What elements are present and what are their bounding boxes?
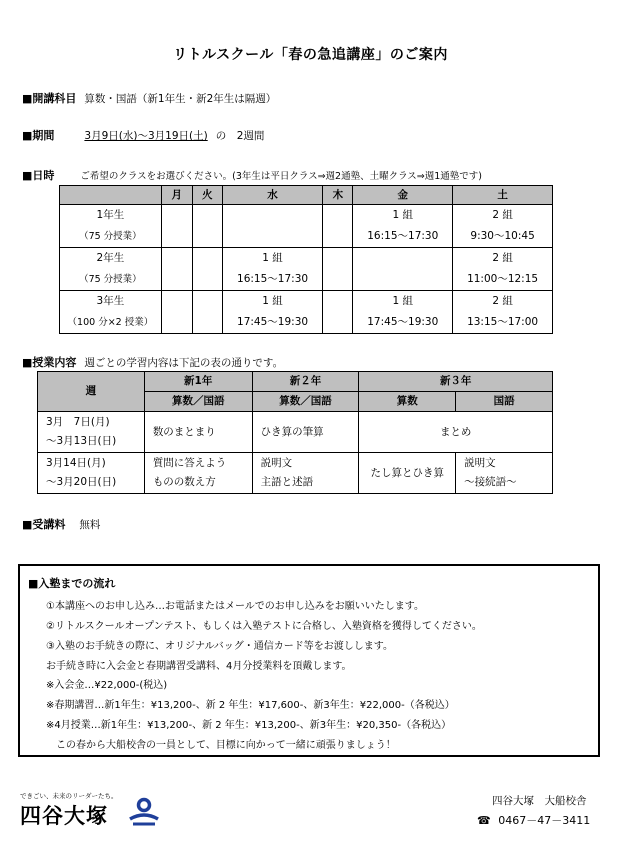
- class-cell: [192, 291, 222, 334]
- grade-note: （75 分授業）: [79, 274, 142, 285]
- cell-text-line: 1 組: [392, 209, 414, 221]
- week-row: [38, 453, 553, 494]
- cell-text-line: 3月 7日(月): [46, 416, 110, 428]
- period-heading: ■期間: [22, 129, 55, 142]
- class-cell: [222, 248, 323, 291]
- day-header: 土: [453, 186, 553, 205]
- class-cell: [161, 205, 192, 248]
- class-cell: [453, 205, 553, 248]
- class-cell: [192, 248, 222, 291]
- day-header: 木: [323, 186, 353, 205]
- subject-header: 算数／国語: [144, 392, 252, 412]
- period-dates: 3月9日(水)～3月19日(土): [84, 130, 208, 142]
- class-cell: [161, 248, 192, 291]
- subject-header: 算数／国語: [252, 392, 359, 412]
- enrollment-flow-box: [18, 564, 600, 757]
- day-header: 水: [222, 186, 323, 205]
- cell-text-line: ものの数え方: [152, 476, 216, 488]
- topic-cell: [252, 453, 359, 494]
- week-cell: [38, 453, 145, 494]
- subject-header: 算数: [359, 392, 456, 412]
- class-cell: [453, 291, 553, 334]
- grade-header: 新２年: [252, 372, 359, 392]
- cell-text-line: 11:00～12:15: [467, 273, 539, 285]
- content-text: 週ごとの学習内容は下記の表の通りです。: [84, 357, 284, 369]
- class-cell: [353, 205, 453, 248]
- cell-text-line: 1 組: [262, 295, 283, 307]
- cell-text-line: 3月14日(月): [46, 457, 106, 469]
- grade-note: （75 分授業）: [79, 231, 142, 242]
- flow-line: ②リトルスクールオープンテスト、もしくは入塾テストに合格し、入塾資格を獲得してください。: [46, 621, 482, 632]
- class-cell: [192, 205, 222, 248]
- cell-text-line: 1 組: [392, 295, 414, 307]
- schedule-table: [59, 185, 553, 334]
- topic-cell: [456, 453, 553, 494]
- fee-heading: ■受講料: [22, 518, 66, 531]
- cell-text-line: 2 組: [492, 209, 513, 221]
- grade-cell: [60, 205, 162, 248]
- schedule-section: [22, 167, 482, 183]
- cell-text-line: 17:45～19:30: [367, 316, 439, 328]
- day-header: 月: [161, 186, 192, 205]
- class-cell: [353, 248, 453, 291]
- cell-text-line: 17:45～19:30: [237, 316, 309, 328]
- schedule-row: [60, 248, 553, 291]
- class-cell: [323, 291, 353, 334]
- schedule-header-grade: [60, 186, 162, 205]
- flow-line: ※4月授業…新1年生：¥13,200-、新 2 年生：¥13,200-、新3年生：¥20,350-（各税込）: [46, 720, 452, 731]
- cell-text-line: たし算とひき算: [370, 466, 445, 479]
- period-section: [22, 127, 264, 143]
- subject-header: 国語: [456, 392, 553, 412]
- logo-text: 四谷大塚: [20, 804, 108, 828]
- fee-section: [22, 516, 100, 532]
- class-cell: [222, 205, 323, 248]
- flow-line: ①本講座へのお申し込み…お電話またはメールでのお申し込みをお願いいたします。: [46, 601, 424, 612]
- content-table: [37, 371, 553, 494]
- topic-cell: [252, 412, 359, 453]
- flow-line: ※入会金…¥22,000-(税込): [46, 680, 168, 691]
- flow-line: この春から大船校舎の一員として、目標に向かって一緒に頑張りましょう！: [56, 740, 396, 751]
- class-cell: [323, 205, 353, 248]
- cell-text-line: 主語と述語: [260, 476, 314, 488]
- cell-text-line: 1 組: [262, 252, 283, 264]
- cell-text-line: ～接続語～: [464, 476, 517, 488]
- page-title: リトルスクール「春の急追講座」のご案内: [173, 47, 448, 63]
- topic-cell: [359, 412, 553, 453]
- week-cell: [38, 412, 145, 453]
- schedule-heading: ■日時: [22, 169, 55, 182]
- subjects-text: 算数・国語（新1年生・新2年生は隔週）: [84, 93, 277, 105]
- topic-cell: [144, 453, 252, 494]
- flow-line: お手続き時に入会金と春期講習受講料、4月分授業料を頂戴します。: [46, 661, 352, 672]
- class-cell: [323, 248, 353, 291]
- grade-cell: [60, 248, 162, 291]
- cell-text-line: ひき算の筆算: [260, 425, 324, 438]
- phone-icon: ☎: [477, 814, 491, 827]
- day-header: 金: [353, 186, 453, 205]
- class-cell: [453, 248, 553, 291]
- schedule-row: [60, 205, 553, 248]
- content-heading: ■授業内容: [22, 356, 77, 369]
- subjects-section: [22, 90, 276, 106]
- cell-text-line: 数のまとまり: [152, 425, 216, 438]
- grade-label: 3年生: [96, 295, 125, 307]
- fee-text: 無料: [79, 519, 101, 531]
- grade-note: （100 分×2 授業）: [67, 317, 154, 328]
- class-cell: [353, 291, 453, 334]
- cell-text-line: ～3月20日(日): [46, 476, 117, 488]
- schedule-row: [60, 291, 553, 334]
- grade-label: 1年生: [96, 209, 125, 221]
- period-suffix: の 2週間: [215, 130, 265, 142]
- subjects-heading: ■開講科目: [22, 92, 77, 105]
- cell-text-line: 2 組: [492, 252, 513, 264]
- topic-cell: [144, 412, 252, 453]
- phone-line: [477, 812, 590, 828]
- cell-text-line: 16:15～17:30: [367, 230, 439, 242]
- logo-tagline: できごい、未来のリーダーたち。: [20, 792, 118, 800]
- phone-number: 0467－47－3411: [498, 814, 591, 827]
- class-cell: [222, 291, 323, 334]
- week-row: [38, 412, 553, 453]
- flow-line: ※春期講習…新1年生：¥13,200-、新 2 年生：¥17,600-、新3年生：¥22,000-（各税込）: [46, 700, 455, 711]
- cell-text-line: 説明文: [464, 457, 496, 469]
- flow-line: ③入塾のお手続きの際に、オリジナルバッグ・通信カード等をお渡しします。: [46, 641, 393, 652]
- cell-text-line: 9:30～10:45: [470, 230, 535, 242]
- cell-text-line: 13:15～17:00: [467, 316, 539, 328]
- grade-cell: [60, 291, 162, 334]
- flow-heading: ■入塾までの流れ: [28, 577, 116, 590]
- grade-label: 2年生: [96, 252, 125, 264]
- cell-text-line: 16:15～17:30: [237, 273, 309, 285]
- topic-cell: [359, 453, 456, 494]
- cell-text-line: ～3月13日(日): [46, 435, 117, 447]
- cell-text-line: 説明文: [260, 457, 293, 469]
- week-header: 週: [38, 372, 145, 412]
- school-name: 四谷大塚 大船校舎: [492, 795, 587, 807]
- logo-mark-icon: [127, 797, 161, 827]
- day-header: 火: [192, 186, 222, 205]
- grade-header: 新３年: [359, 372, 553, 392]
- content-section: [22, 354, 283, 370]
- schedule-instruction: ご希望のクラスをお選びください。(3年生は平日クラス⇒週2通塾、土曜クラス⇒週1通塾です): [80, 171, 483, 182]
- class-cell: [161, 291, 192, 334]
- grade-header: 新1年: [144, 372, 252, 392]
- cell-text-line: 質問に答えよう: [152, 457, 227, 469]
- cell-text-line: 2 組: [492, 295, 513, 307]
- cell-text-line: まとめ: [439, 425, 472, 438]
